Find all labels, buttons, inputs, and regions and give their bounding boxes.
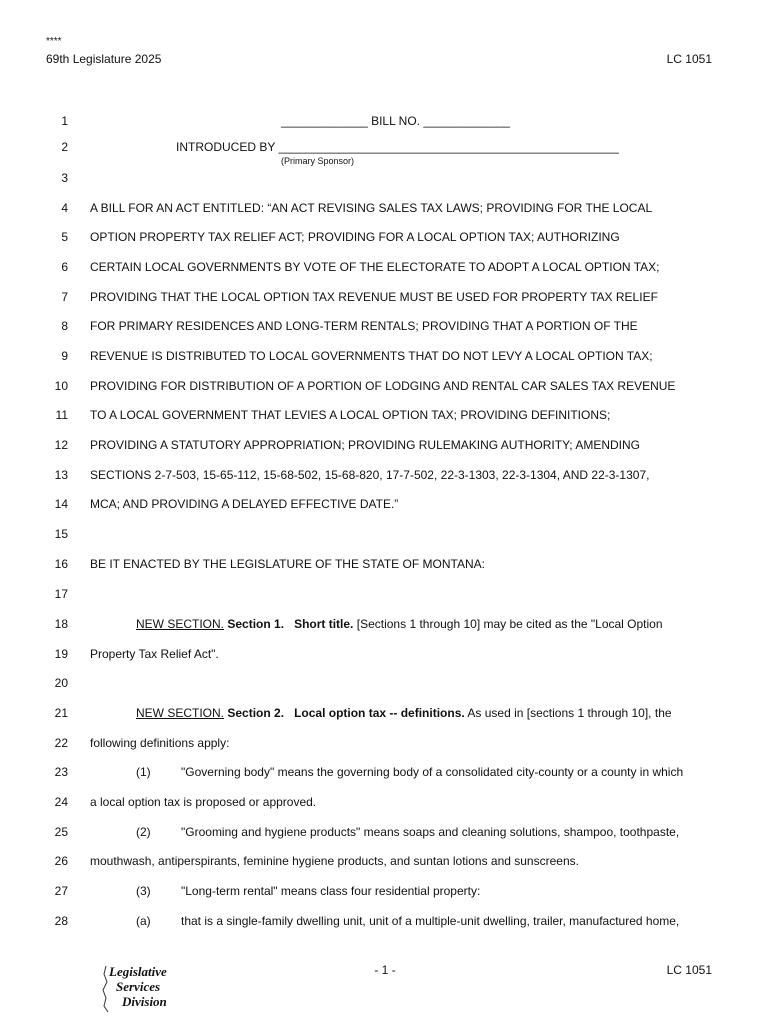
definition-number: (3) bbox=[136, 884, 151, 898]
bill-number-line: _____________ BILL NO. _____________ bbox=[281, 114, 511, 128]
line-number: 2 bbox=[61, 140, 68, 154]
section-text: As used in [sections 1 through 10], the bbox=[467, 706, 672, 720]
line-number: 12 bbox=[54, 438, 68, 452]
line-number: 8 bbox=[61, 319, 68, 333]
lc-number-footer: LC 1051 bbox=[666, 963, 712, 977]
line-number: 21 bbox=[54, 706, 68, 720]
introduced-by-line: INTRODUCED BY ___________________________________________________ bbox=[176, 140, 619, 154]
section-number: Section 2. bbox=[227, 706, 285, 720]
subdefinition-letter: (a) bbox=[136, 914, 151, 928]
line-number: 24 bbox=[54, 795, 68, 809]
definition-number: (2) bbox=[136, 825, 151, 839]
line-number: 26 bbox=[54, 854, 68, 868]
page-number: - 1 - bbox=[374, 963, 396, 977]
line-number: 17 bbox=[54, 587, 68, 601]
definition-text-continued: a local option tax is proposed or approved. bbox=[90, 795, 317, 809]
title-line: PROVIDING THAT THE LOCAL OPTION TAX REVENUE MUST BE USED FOR PROPERTY TAX RELIEF bbox=[90, 290, 658, 304]
line-number: 19 bbox=[54, 647, 68, 661]
title-line: PROVIDING A STATUTORY APPROPRIATION; PROVIDING RULEMAKING AUTHORITY; AMENDING bbox=[90, 438, 640, 452]
legislature-header: 69th Legislature 2025 bbox=[46, 52, 162, 66]
definition-text: "Grooming and hygiene products" means soaps and cleaning solutions, shampoo, toothpaste, bbox=[181, 825, 680, 839]
line-number: 15 bbox=[54, 527, 68, 541]
title-line: A BILL FOR AN ACT ENTITLED: “AN ACT REVISING SALES TAX LAWS; PROVIDING FOR THE LOCAL bbox=[90, 201, 653, 215]
title-line: PROVIDING FOR DISTRIBUTION OF A PORTION OF LODGING AND RENTAL CAR SALES TAX REVENUE bbox=[90, 379, 676, 393]
line-number: 22 bbox=[54, 736, 68, 750]
new-section-marker: NEW SECTION. bbox=[136, 706, 225, 720]
section-text: [Sections 1 through 10] may be cited as the "Local Option bbox=[356, 617, 663, 631]
section-1-text-continued: Property Tax Relief Act". bbox=[90, 647, 219, 661]
line-number: 1 bbox=[61, 114, 68, 128]
line-number: 25 bbox=[54, 825, 68, 839]
definition-number: (1) bbox=[136, 765, 151, 779]
title-line: MCA; AND PROVIDING A DELAYED EFFECTIVE DATE.” bbox=[90, 497, 399, 511]
section-2-text-continued: following definitions apply: bbox=[90, 736, 230, 750]
enacting-clause: BE IT ENACTED BY THE LEGISLATURE OF THE STATE OF MONTANA: bbox=[90, 557, 485, 571]
line-number: 27 bbox=[54, 884, 68, 898]
line-number: 4 bbox=[61, 201, 68, 215]
line-number: 10 bbox=[54, 379, 68, 393]
line-number: 14 bbox=[54, 497, 68, 511]
line-number: 23 bbox=[54, 765, 68, 779]
title-line: TO A LOCAL GOVERNMENT THAT LEVIES A LOCAL OPTION TAX; PROVIDING DEFINITIONS; bbox=[90, 408, 611, 422]
line-number: 3 bbox=[61, 171, 68, 185]
line-number: 7 bbox=[61, 290, 68, 304]
section-heading: Short title. bbox=[294, 617, 354, 631]
new-section-marker: NEW SECTION. bbox=[136, 617, 225, 631]
section-1-heading-line bbox=[136, 617, 663, 631]
section-2-heading-line bbox=[136, 706, 672, 720]
lc-number-header: LC 1051 bbox=[666, 52, 712, 66]
title-line: CERTAIN LOCAL GOVERNMENTS BY VOTE OF THE ELECTORATE TO ADOPT A LOCAL OPTION TAX; bbox=[90, 260, 660, 274]
logo-line: Division bbox=[122, 994, 167, 1009]
logo-line: Legislative bbox=[109, 964, 167, 979]
line-number: 11 bbox=[55, 408, 68, 422]
title-line: FOR PRIMARY RESIDENCES AND LONG-TERM RENTALS; PROVIDING THAT A PORTION OF THE bbox=[90, 319, 638, 333]
definition-text: "Governing body" means the governing body of a consolidated city-county or a county in which bbox=[181, 765, 684, 779]
line-number: 5 bbox=[61, 230, 68, 244]
line-number: 28 bbox=[54, 914, 68, 928]
logo-line: Services bbox=[116, 979, 161, 994]
title-line: REVENUE IS DISTRIBUTED TO LOCAL GOVERNMENTS THAT DO NOT LEVY A LOCAL OPTION TAX; bbox=[90, 349, 653, 363]
line-number: 18 bbox=[54, 617, 68, 631]
title-line: OPTION PROPERTY TAX RELIEF ACT; PROVIDING FOR A LOCAL OPTION TAX; AUTHORIZING bbox=[90, 230, 620, 244]
line-number: 20 bbox=[54, 676, 68, 690]
primary-sponsor-caption: (Primary Sponsor) bbox=[281, 156, 355, 166]
definition-text-continued: mouthwash, antiperspirants, feminine hygiene products, and suntan lotions and sunscreens. bbox=[90, 854, 579, 868]
subdefinition-text: that is a single-family dwelling unit, unit of a multiple-unit dwelling, trailer, manufactured home, bbox=[181, 914, 680, 928]
section-number: Section 1. bbox=[227, 617, 285, 631]
line-number: 9 bbox=[61, 349, 68, 363]
line-number: 13 bbox=[54, 468, 68, 482]
section-heading: Local option tax -- definitions. bbox=[294, 706, 465, 720]
line-number: 6 bbox=[61, 260, 68, 274]
definition-text: "Long-term rental" means class four residential property: bbox=[181, 884, 481, 898]
line-number: 16 bbox=[54, 557, 68, 571]
draft-stars: **** bbox=[46, 36, 62, 47]
title-line: SECTIONS 2-7-503, 15-65-112, 15-68-502, 15-68-820, 17-7-502, 22-3-1303, 22-3-1304, AND 22-3-1307, bbox=[90, 468, 650, 482]
